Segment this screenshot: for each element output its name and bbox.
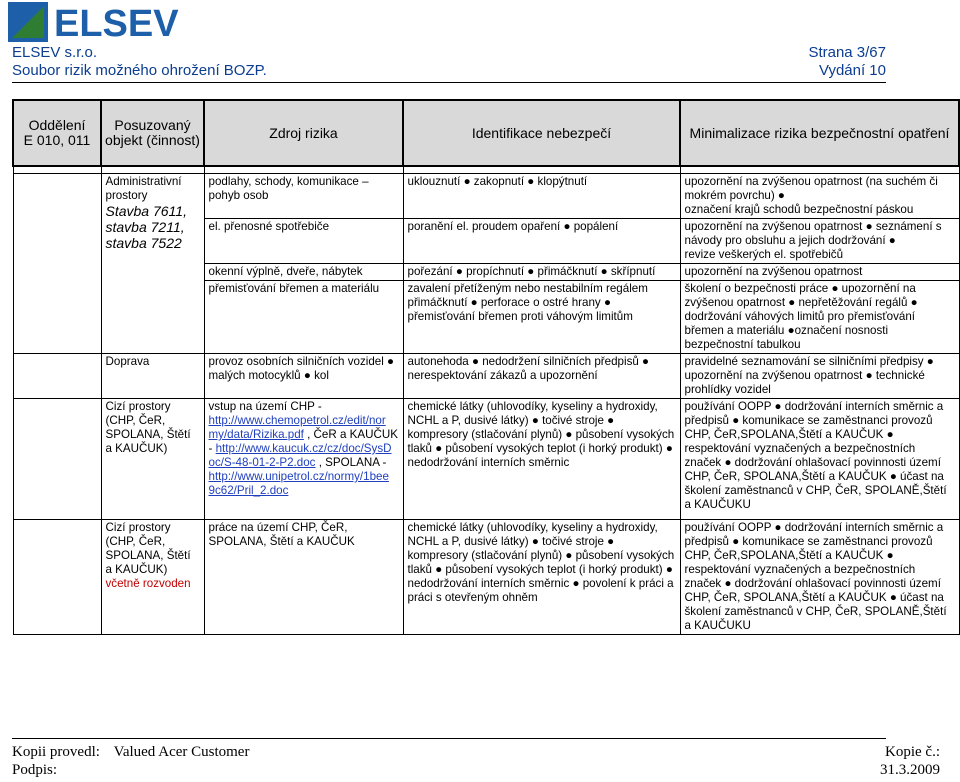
min-text: upozornění na zvýšenou opatrnost ● seznámení s návody pro obsluhu a jejich dodržování ● [684, 220, 942, 247]
dept-cell [13, 174, 101, 354]
min-text-2: revize veškerých el. spotřebičů [684, 248, 844, 261]
min-cell: používání OOPP ● dodržování interních směrnic a předpisů ● komunikace se zaměstnanci provozů CHP, ČeR,SPOLANA,Štětí a KAUČUK ● respektování vyznačených a bezpečnostních značek ● dodržování ohlašovací povinnosti území CHP, ČeR, SPOLANA,Štětí a KAUČUK ● účast na školení zaměstnanců v CHP, ČeR, SPOLANĚ,Štětí a KAUČUKU [680, 520, 959, 635]
chemopetrol-link[interactable]: http://www.chemopetrol.cz/edit/nor my/data/Rizika.pdf [208, 414, 386, 441]
min-cell: používání OOPP ● dodržování interních směrnic a předpisů ● komunikace se zaměstnanci provozů CHP, ČeR,SPOLANA,Štětí a KAUČUK ● respektování vyznačených a bezpečnostních značek ● dodržování ohlašovací povinnosti území CHP, ČeR, SPOLANA,Štětí a KAUČUK ● účast na školení zaměstnanců v CHP, ČeR, SPOLANĚ,Štětí a KAUČUKU [680, 399, 959, 520]
footer-line-1 [12, 744, 940, 761]
dept-cell [13, 399, 101, 520]
object-red-note: včetně rozvoden [105, 577, 191, 590]
object-buildings: Stavba 7611, stavba 7211, stavba 7522 [105, 203, 187, 251]
ident-cell: poranění el. proudem opaření ● popálení [403, 219, 680, 264]
ident-cell: pořezání ● propíchnutí ● přimáčknutí ● skřípnutí [403, 264, 680, 281]
source-cell: podlahy, schody, komunikace – pohyb osob [204, 174, 403, 219]
copy-number: Kopie č.: [885, 744, 940, 760]
min-cell [680, 219, 959, 264]
header-identification: Identifikace nebezpečí [403, 100, 680, 166]
header-rule [12, 82, 886, 83]
header-left [12, 44, 267, 80]
source-cell: přemisťování břemen a materiálu [204, 281, 403, 354]
copied-label: Kopii provedl: [12, 744, 100, 760]
object-cell: Doprava [101, 354, 204, 399]
object-cell [101, 174, 204, 354]
ident-cell: autonehoda ● nedodržení silničních předpisů ● nerespektování zákazů a upozornění [403, 354, 680, 399]
company-name: ELSEV s.r.o. [12, 44, 98, 61]
object-label: Cizí prostory (CHP, ČeR, SPOLANA, Štětí a KAUČUK) [105, 521, 191, 576]
elsev-logo [8, 2, 208, 42]
document-title: Soubor rizik možného ohrožení BOZP. [12, 62, 267, 79]
ident-cell: zavalení přetíženým nebo nestabilním regálem přimáčknutí ● perforace o ostré hrany ● přemisťování břemen proti váhovým limitům [403, 281, 680, 354]
risk-table [12, 99, 960, 635]
source-text: vstup na území CHP - [208, 400, 322, 413]
footer-date: 31.3.2009 [880, 762, 940, 778]
footer-line-2 [12, 762, 940, 779]
header-right [808, 44, 886, 80]
page-number: Strana 3/67 [808, 44, 886, 61]
table-row [13, 399, 959, 520]
table-row [13, 354, 959, 399]
ident-cell: chemické látky (uhlovodíky, kyseliny a hydroxidy, NCHL a P, dusivé látky) ● točivé stroje ● kompresory (stlačování plynů) ● působení vysokých tlaků ● působení vysokých teplot (i horký produkt) ● nedodržování interních směrnic ● povolení k práci a práci s otevřeným ohněm [403, 520, 680, 635]
header-object: Posuzovaný objekt (činnost) [101, 100, 204, 166]
table-row [13, 174, 959, 219]
signature-label: Podpis: [12, 762, 58, 778]
ident-cell: chemické látky (uhlovodíky, kyseliny a hydroxidy, NCHL a P, dusivé látky) ● točivé stroje ● kompresory (stlačování plynů) ● působení vysokých tlaků ● působení vysokých teplot (i horký produkt) ● nedodržování interních směrnic [403, 399, 680, 520]
object-cell [101, 520, 204, 635]
min-cell: upozornění na zvýšenou opatrnost [680, 264, 959, 281]
min-text: upozornění na zvýšenou opatrnost (na suchém či mokrém povrchu) ● [684, 175, 938, 202]
source-cell: okenní výplně, dveře, nábytek [204, 264, 403, 281]
source-cell: provoz osobních silničních vozidel ● malých motocyklů ● kol [204, 354, 403, 399]
unipetrol-link[interactable]: http://www.unipetrol.cz/normy/1bee 9c62/Pril_2.doc [208, 470, 389, 497]
logo-text: ELSEV [54, 3, 179, 42]
object-label: Administrativní prostory [105, 175, 182, 202]
edition: Vydání 10 [819, 62, 886, 79]
header-source: Zdroj rizika [204, 100, 403, 166]
header-minimization: Minimalizace rizika bezpečnostní opatření [680, 100, 959, 166]
min-text-2: označení krajů schodů bezpečnostní páskou [684, 203, 914, 216]
min-cell: školení o bezpečnosti práce ● upozornění na zvýšenou opatrnost ● nepřetěžování regálů ● dodržování váhových limitů pro přemisťování břemen a materiálu ●označení nosnosti bezpečnostní tabulkou [680, 281, 959, 354]
source-cell [204, 399, 403, 520]
dept-cell [13, 520, 101, 635]
table-header-row [13, 100, 959, 166]
source-cell: el. přenosné spotřebiče [204, 219, 403, 264]
copied-by: Valued Acer Customer [113, 744, 250, 760]
min-cell [680, 174, 959, 219]
source-text-3: , SPOLANA - [318, 456, 387, 469]
source-text-2: , ČeR a KAUČUK - [208, 428, 398, 455]
ident-cell: uklouznutí ● zakopnutí ● klopýtnutí [403, 174, 680, 219]
footer-rule [12, 738, 886, 739]
source-cell: práce na území CHP, ČeR, SPOLANA, Štětí a KAUČUK [204, 520, 403, 635]
min-cell: pravidelné seznamování se silničními předpisy ● upozornění na zvýšenou opatrnost ● technické prohlídky vozidel [680, 354, 959, 399]
object-cell: Cizí prostory (CHP, ČeR, SPOLANA, Štětí a KAUČUK) [101, 399, 204, 520]
header-department: Oddělení E 010, 011 [13, 100, 101, 166]
table-row [13, 520, 959, 635]
dept-cell [13, 354, 101, 399]
kaucuk-link[interactable]: http://www.kaucuk.cz/cz/doc/SysD oc/S-48-01-2-P2.doc [208, 442, 392, 469]
